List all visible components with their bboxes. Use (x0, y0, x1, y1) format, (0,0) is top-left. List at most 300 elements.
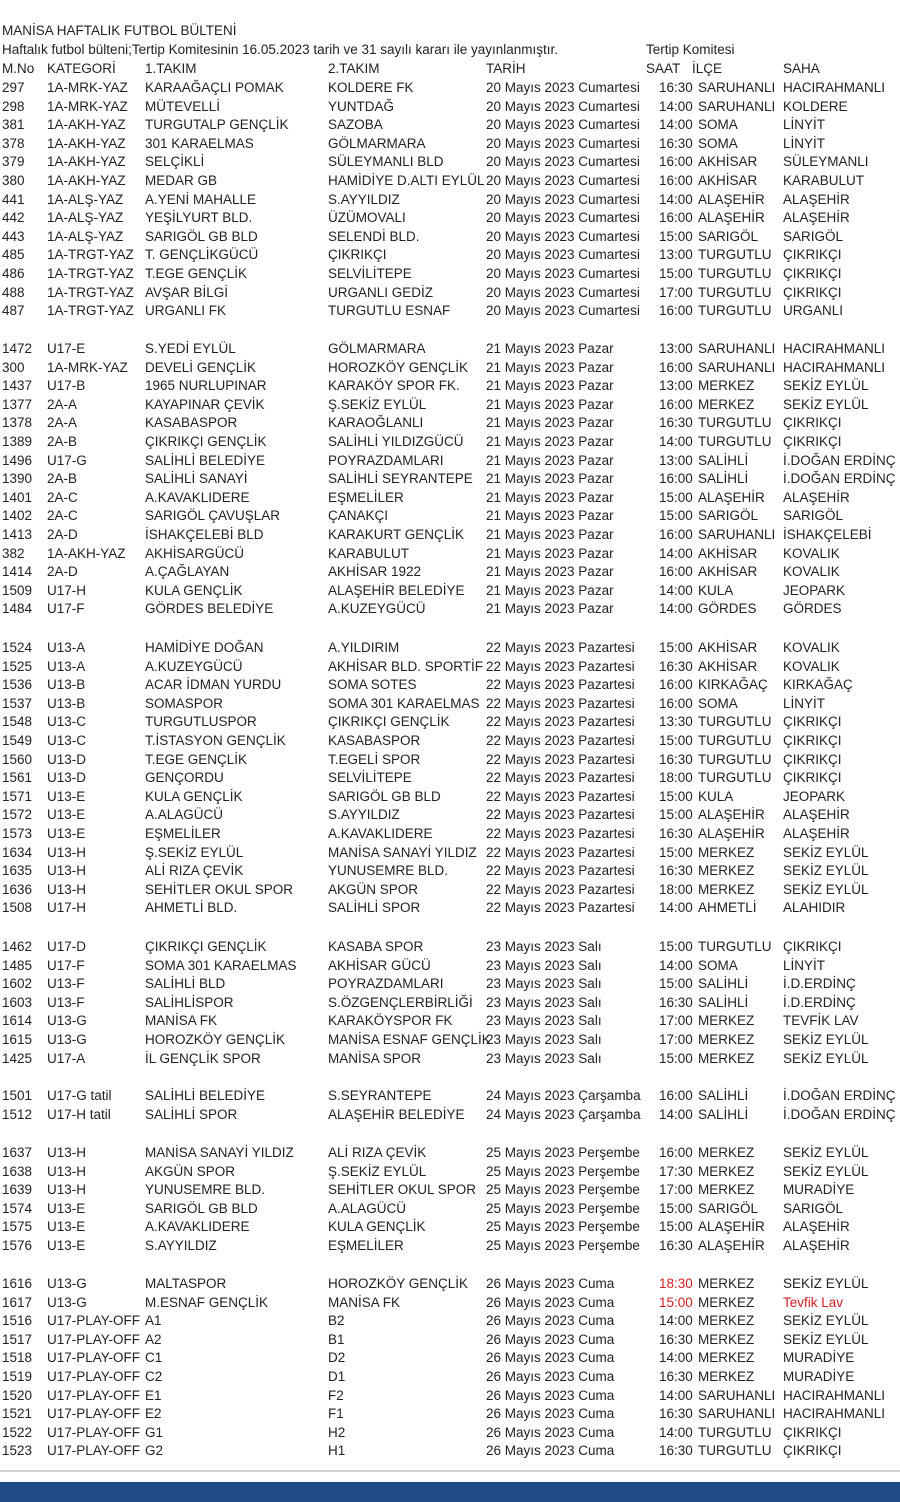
time-cell: 16:00 (659, 1088, 693, 1103)
table-row (0, 806, 900, 825)
team2-cell: H1 (328, 1443, 346, 1459)
district-cell: SALİHLİ (698, 1106, 749, 1122)
match-no-cell: 1516 (2, 1313, 33, 1329)
time-cell: 14:00 (659, 1387, 693, 1403)
time-cell: 15:00 (659, 939, 693, 954)
table-row (0, 98, 900, 117)
district-cell: MERKEZ (698, 1276, 755, 1291)
venue-cell: MURADİYE (783, 1369, 855, 1384)
venue-cell: KARABULUT (783, 173, 865, 188)
district-cell: AKHİSAR (698, 640, 758, 655)
category-cell: U13-E (47, 1219, 86, 1235)
team2-cell: AKGÜN SPOR (328, 881, 419, 897)
match-no-cell: 1635 (2, 863, 33, 879)
category-cell: 1A-AKH-YAZ (47, 154, 126, 170)
time-cell: 16:00 (659, 471, 693, 487)
team2-cell: ÇANAKÇI (328, 508, 389, 524)
time-cell: 16:00 (659, 210, 693, 226)
match-no-cell: 1617 (2, 1294, 33, 1310)
date-cell: 26 Mayıs 2023 Cuma (486, 1443, 615, 1459)
match-no-cell: 381 (2, 117, 25, 133)
district-cell: KULA (698, 582, 734, 598)
district-cell: ALAŞEHİR (698, 1219, 765, 1235)
venue-cell: LİNYİT (783, 695, 826, 711)
team2-cell: POYRAZDAMLARI (328, 976, 444, 992)
match-no-cell: 300 (2, 359, 25, 375)
team2-cell: MANİSA SANAYİ YILDIZ (328, 844, 477, 860)
venue-cell: KOLDERE (783, 98, 848, 114)
table-row (0, 284, 900, 303)
venue-cell: ÇIKRIKÇI (783, 266, 842, 281)
venue-cell: ÇIKRIKÇI (783, 415, 842, 431)
table-row (0, 1200, 900, 1219)
table-row (0, 881, 900, 900)
team2-cell: Ş.SEKİZ EYLÜL (328, 1163, 427, 1179)
match-no-cell: 1548 (2, 714, 33, 730)
category-cell: U13-A (47, 640, 86, 655)
match-no-cell: 441 (2, 191, 25, 207)
time-cell: 15:00 (659, 844, 693, 860)
date-cell: 20 Mayıs 2023 Cumartesi (486, 266, 640, 281)
table-row (0, 862, 900, 881)
team1-cell: ACAR İDMAN YURDU (145, 677, 282, 693)
team2-cell: SARIGÖL GB BLD (328, 788, 441, 804)
date-cell: 21 Mayıs 2023 Pazar (486, 471, 614, 487)
venue-cell: KOVALIK (783, 564, 840, 580)
venue-cell: SARIGÖL (783, 508, 844, 524)
team1-cell: T. GENÇLİKGÜCÜ (145, 247, 259, 263)
category-cell: 1A-TRGT-YAZ (47, 284, 134, 300)
team2-cell: MANİSA ESNAF GENÇLİK (328, 1032, 491, 1047)
team2-cell: F2 (328, 1387, 344, 1403)
team1-cell: M.ESNAF GENÇLİK (145, 1294, 269, 1310)
match-no-cell: 1637 (2, 1145, 33, 1160)
bottom-rule (0, 1470, 900, 1472)
date-cell: 21 Mayıs 2023 Pazar (486, 452, 614, 468)
category-cell: U13-G (47, 1276, 87, 1291)
match-no-cell: 485 (2, 247, 25, 263)
date-cell: 20 Mayıs 2023 Cumartesi (486, 247, 640, 263)
category-cell: 2A-A (47, 415, 78, 431)
match-no-cell: 1634 (2, 844, 33, 860)
date-cell: 23 Mayıs 2023 Salı (486, 957, 602, 973)
district-cell: MERKEZ (698, 1050, 755, 1066)
table-row (0, 414, 900, 433)
district-cell: MERKEZ (698, 378, 755, 394)
team1-cell: S.YEDİ EYLÜL (145, 341, 236, 356)
match-no-cell: 1572 (2, 807, 33, 823)
match-no-cell: 1517 (2, 1331, 33, 1347)
category-cell: 2A-D (47, 564, 78, 580)
table-row (0, 1106, 900, 1125)
team1-cell: MALTASPOR (145, 1276, 227, 1291)
team2-cell: ÇIKRIKÇI (328, 247, 387, 263)
district-cell: SARIGÖL (698, 508, 759, 524)
team2-cell: S.SEYRANTEPE (328, 1088, 432, 1103)
district-cell: AHMETLİ (698, 900, 757, 916)
match-no-cell: 1523 (2, 1443, 33, 1459)
time-cell: 14:00 (659, 545, 693, 561)
table-row (0, 1312, 900, 1331)
table-row (0, 228, 900, 247)
team1-cell: KARAAĞAÇLI POMAK (145, 80, 284, 95)
district-cell: MERKEZ (698, 844, 755, 860)
table-row (0, 639, 900, 658)
venue-cell: ÇIKRIKÇI (783, 284, 842, 300)
venue-cell: ALAHIDIR (783, 900, 846, 916)
time-cell: 16:00 (659, 527, 693, 542)
time-cell: 17:00 (659, 1013, 693, 1029)
team1-cell: YEŞİLYURT BLD. (145, 210, 253, 226)
team1-cell: HOROZKÖY GENÇLİK (145, 1032, 286, 1047)
match-no-cell: 1616 (2, 1276, 33, 1291)
table-row (0, 676, 900, 695)
team1-cell: MÜTEVELLİ (145, 98, 221, 114)
district-cell: TURGUTLU (698, 939, 772, 954)
district-cell: SARUHANLI (698, 1387, 776, 1403)
district-cell: SALİHLİ (698, 976, 749, 992)
venue-cell: ÇIKRIKÇI (783, 434, 842, 449)
team2-cell: A.KUZEYGÜCÜ (328, 601, 426, 617)
table-row (0, 1331, 900, 1350)
team1-cell: DEVELİ GENÇLİK (145, 359, 257, 375)
match-no-cell: 297 (2, 80, 25, 95)
team1-cell: T.İSTASYON GENÇLİK (145, 733, 286, 748)
date-cell: 25 Mayıs 2023 Perşembe (486, 1238, 640, 1253)
time-cell: 13:00 (659, 341, 693, 356)
team2-cell: H2 (328, 1424, 346, 1440)
time-cell: 17:00 (659, 284, 693, 300)
table-row (0, 433, 900, 452)
category-cell: U13-H (47, 881, 87, 897)
team1-cell: A2 (145, 1331, 162, 1347)
table-row (0, 1424, 900, 1443)
date-cell: 21 Mayıs 2023 Pazar (486, 396, 614, 412)
date-cell: 22 Mayıs 2023 Pazartesi (486, 807, 635, 823)
team1-cell: A1 (145, 1313, 162, 1329)
venue-cell: ALAŞEHİR (783, 210, 850, 226)
match-no-cell: 486 (2, 266, 25, 281)
team1-cell: A.ALAGÜCÜ (145, 807, 224, 823)
table-row (0, 582, 900, 601)
venue-cell: LİNYİT (783, 957, 826, 973)
team1-cell: İSHAKÇELEBİ BLD (145, 527, 264, 542)
time-cell: 14:00 (659, 957, 693, 973)
team2-cell: KARABULUT (328, 545, 410, 561)
match-no-cell: 382 (2, 545, 25, 561)
venue-cell: SARIGÖL (783, 228, 844, 244)
team1-cell: AVŞAR BİLGİ (145, 284, 229, 300)
category-cell: U17-PLAY-OFF (47, 1424, 141, 1440)
time-cell: 15:00 (659, 807, 693, 823)
date-cell: 23 Mayıs 2023 Salı (486, 1050, 602, 1066)
time-cell: 17:30 (659, 1163, 693, 1179)
committee-label: Tertip Komitesi (646, 42, 735, 57)
venue-cell: KOVALIK (783, 640, 840, 655)
district-cell: SARUHANLI (698, 527, 776, 542)
time-cell: 15:00 (659, 266, 693, 281)
team2-cell: KARAKURT GENÇLİK (328, 527, 465, 542)
match-no-cell: 1525 (2, 658, 33, 674)
team2-cell: T.EGELİ SPOR (328, 751, 421, 767)
category-cell: U17-PLAY-OFF (47, 1406, 141, 1422)
district-cell: AKHİSAR (698, 545, 758, 561)
time-cell: 14:00 (659, 117, 693, 133)
district-cell: MERKEZ (698, 1313, 755, 1329)
date-cell: 20 Mayıs 2023 Cumartesi (486, 228, 640, 244)
category-cell: U13-D (47, 751, 87, 767)
venue-cell: İSHAKÇELEBİ (783, 527, 872, 542)
time-cell: 16:30 (659, 658, 693, 674)
match-no-cell: 1437 (2, 378, 33, 394)
match-no-cell: 1602 (2, 976, 33, 992)
category-cell: U17-A (47, 1050, 86, 1066)
team2-cell: A.KAVAKLIDERE (328, 826, 433, 841)
bulletin-title: MANİSA HAFTALIK FUTBOL BÜLTENİ (2, 23, 237, 38)
team1-cell: Ş.SEKİZ EYLÜL (145, 844, 244, 860)
match-no-cell: 1638 (2, 1163, 33, 1179)
venue-cell: ALAŞEHİR (783, 191, 850, 207)
table-row (0, 1405, 900, 1424)
time-cell: 15:00 (659, 1200, 693, 1216)
table-row (0, 975, 900, 994)
match-no-cell: 1549 (2, 733, 33, 748)
team1-cell: SALİHLİ SPOR (145, 1106, 238, 1122)
category-cell: 1A-TRGT-YAZ (47, 266, 134, 281)
date-cell: 22 Mayıs 2023 Pazartesi (486, 826, 635, 841)
match-no-cell: 1573 (2, 826, 33, 841)
team1-cell: SALİHLİ BLD (145, 976, 226, 992)
match-no-cell: 378 (2, 135, 25, 151)
date-cell: 22 Mayıs 2023 Pazartesi (486, 695, 635, 711)
date-cell: 25 Mayıs 2023 Perşembe (486, 1219, 640, 1235)
match-no-cell: 1614 (2, 1013, 33, 1029)
team2-cell: MANİSA SPOR (328, 1050, 422, 1066)
venue-cell: LİNYİT (783, 135, 826, 151)
category-cell: U13-H (47, 863, 87, 879)
match-no-cell: 1575 (2, 1219, 33, 1235)
district-cell: MERKEZ (698, 396, 755, 412)
team1-cell: ÇIKRIKÇI GENÇLİK (145, 939, 267, 954)
venue-cell: SARIGÖL (783, 1200, 844, 1216)
time-cell: 13:00 (659, 378, 693, 394)
table-row (0, 1031, 900, 1050)
time-cell: 15:00 (659, 228, 693, 244)
venue-cell: ÇIKRIKÇI (783, 939, 842, 954)
table-row (0, 994, 900, 1013)
team2-cell: SÜLEYMANLI BLD (328, 154, 444, 170)
date-cell: 22 Mayıs 2023 Pazartesi (486, 770, 635, 786)
category-cell: U17-PLAY-OFF (47, 1313, 141, 1329)
team1-cell: KASABASPOR (145, 415, 238, 431)
table-row (0, 79, 900, 98)
category-cell: U17-PLAY-OFF (47, 1443, 141, 1459)
district-cell: TURGUTLU (698, 770, 772, 786)
venue-cell: ALAŞEHİR (783, 826, 850, 841)
team2-cell: YUNTDAĞ (328, 98, 395, 114)
team1-cell: YUNUSEMRE BLD. (145, 1182, 266, 1198)
team2-cell: SOMA 301 KARAELMAS (328, 695, 480, 711)
category-cell: 1A-MRK-YAZ (47, 80, 128, 95)
table-row (0, 172, 900, 191)
team2-cell: D1 (328, 1369, 346, 1384)
venue-cell: GÖRDES (783, 601, 842, 617)
category-cell: U13-H (47, 1182, 87, 1198)
venue-cell: HACIRAHMANLI (783, 80, 886, 95)
table-row (0, 1218, 900, 1237)
team2-cell: TURGUTLU ESNAF (328, 303, 451, 319)
match-no-cell: 1401 (2, 489, 33, 505)
category-cell: U13-G (47, 1013, 87, 1029)
date-cell: 24 Mayıs 2023 Çarşamba (486, 1106, 641, 1122)
time-cell: 16:00 (659, 154, 693, 170)
venue-cell: SEKİZ EYLÜL (783, 863, 869, 879)
date-cell: 25 Mayıs 2023 Perşembe (486, 1200, 640, 1216)
team2-cell: SALİHLİ SPOR (328, 900, 421, 916)
district-cell: MERKEZ (698, 1294, 755, 1310)
district-cell: SARUHANLI (698, 341, 776, 356)
team2-cell: AKHİSAR GÜCÜ (328, 957, 431, 973)
district-cell: ALAŞEHİR (698, 489, 765, 505)
header-tarih: TARİH (486, 61, 526, 76)
venue-cell: ALAŞEHİR (783, 1238, 850, 1253)
table-row (0, 209, 900, 228)
venue-cell: HACIRAHMANLI (783, 1387, 886, 1403)
district-cell: SOMA (698, 135, 738, 151)
time-cell: 17:00 (659, 1032, 693, 1047)
category-cell: U17-PLAY-OFF (47, 1331, 141, 1347)
venue-cell: SEKİZ EYLÜL (783, 378, 869, 394)
table-row (0, 751, 900, 770)
district-cell: SALİHLİ (698, 994, 749, 1010)
time-cell: 14:00 (659, 601, 693, 617)
date-cell: 26 Mayıs 2023 Cuma (486, 1406, 615, 1422)
date-cell: 22 Mayıs 2023 Pazartesi (486, 677, 635, 693)
venue-cell: SEKİZ EYLÜL (783, 881, 869, 897)
time-cell: 16:00 (659, 303, 693, 319)
match-no-cell: 443 (2, 228, 25, 244)
district-cell: MERKEZ (698, 1145, 755, 1160)
time-cell: 17:00 (659, 1182, 693, 1198)
team2-cell: HOROZKÖY GENÇLİK (328, 1276, 469, 1291)
time-cell: 13:00 (659, 247, 693, 263)
district-cell: TURGUTLU (698, 284, 772, 300)
category-cell: U17-G (47, 452, 87, 468)
date-cell: 20 Mayıs 2023 Cumartesi (486, 191, 640, 207)
team2-cell: A.YILDIRIM (328, 640, 400, 655)
date-cell: 21 Mayıs 2023 Pazar (486, 582, 614, 598)
category-cell: U13-E (47, 1238, 86, 1253)
match-no-cell: 1576 (2, 1238, 33, 1253)
district-cell: TURGUTLU (698, 1424, 772, 1440)
date-cell: 26 Mayıs 2023 Cuma (486, 1350, 615, 1366)
table-row (0, 1087, 900, 1106)
category-cell: 1A-TRGT-YAZ (47, 247, 134, 263)
venue-cell: ÇIKRIKÇI (783, 751, 842, 767)
category-cell: U13-A (47, 658, 86, 674)
table-row (0, 732, 900, 751)
table-row (0, 452, 900, 471)
table-row (0, 377, 900, 396)
time-cell: 16:00 (659, 695, 693, 711)
category-cell: U13-G (47, 1032, 87, 1047)
match-no-cell: 1615 (2, 1032, 33, 1047)
table-row (0, 713, 900, 732)
team1-cell: 1965 NURLUPINAR (145, 378, 267, 394)
venue-cell: ALAŞEHİR (783, 489, 850, 505)
date-cell: 22 Mayıs 2023 Pazartesi (486, 863, 635, 879)
match-no-cell: 1402 (2, 508, 33, 524)
table-row (0, 1050, 900, 1069)
table-row (0, 359, 900, 378)
category-cell: U17-PLAY-OFF (47, 1369, 141, 1384)
date-cell: 22 Mayıs 2023 Pazartesi (486, 844, 635, 860)
venue-cell: KOVALIK (783, 658, 840, 674)
time-cell: 18:30 (659, 1276, 693, 1291)
time-cell: 14:00 (659, 98, 693, 114)
team1-cell: SARIGÖL ÇAVUŞLAR (145, 508, 281, 524)
time-cell: 14:00 (659, 1350, 693, 1366)
time-cell: 14:00 (659, 900, 693, 916)
table-row (0, 1442, 900, 1461)
team2-cell: SELENDİ BLD. (328, 228, 420, 244)
match-no-cell: 1472 (2, 341, 33, 356)
category-cell: 1A-AKH-YAZ (47, 173, 126, 188)
category-cell: 2A-C (47, 508, 78, 524)
table-row (0, 825, 900, 844)
table-row (0, 526, 900, 545)
category-cell: 1A-AKH-YAZ (47, 545, 126, 561)
team1-cell: SOMASPOR (145, 695, 224, 711)
date-cell: 20 Mayıs 2023 Cumartesi (486, 284, 640, 300)
venue-cell: ÇIKRIKÇI (783, 1443, 842, 1459)
date-cell: 25 Mayıs 2023 Perşembe (486, 1163, 640, 1179)
category-cell: U13-H (47, 844, 87, 860)
table-row (0, 844, 900, 863)
team1-cell: SELÇİKLİ (145, 154, 205, 170)
date-cell: 21 Mayıs 2023 Pazar (486, 564, 614, 580)
match-no-cell: 380 (2, 173, 25, 188)
date-cell: 22 Mayıs 2023 Pazartesi (486, 788, 635, 804)
time-cell: 13:00 (659, 452, 693, 468)
table-row (0, 600, 900, 619)
category-cell: 2A-B (47, 434, 78, 449)
venue-cell: SEKİZ EYLÜL (783, 1163, 869, 1179)
team1-cell: SALİHLİ BELEDİYE (145, 452, 266, 468)
match-no-cell: 1512 (2, 1106, 33, 1122)
time-cell: 15:00 (659, 976, 693, 992)
district-cell: TURGUTLU (698, 434, 772, 449)
venue-cell: MURADİYE (783, 1182, 855, 1198)
match-no-cell: 1414 (2, 564, 33, 580)
time-cell: 15:00 (659, 733, 693, 748)
table-row (0, 1237, 900, 1256)
category-cell: U17-E (47, 341, 86, 356)
category-cell: U17-PLAY-OFF (47, 1387, 141, 1403)
venue-cell: LİNYİT (783, 117, 826, 133)
match-no-cell: 1501 (2, 1088, 33, 1103)
district-cell: SARUHANLI (698, 1406, 776, 1422)
table-row (0, 1181, 900, 1200)
district-cell: SARIGÖL (698, 1200, 759, 1216)
category-cell: U17-F (47, 601, 85, 617)
match-no-cell: 379 (2, 154, 25, 170)
category-cell: 2A-D (47, 527, 78, 542)
date-cell: 21 Mayıs 2023 Pazar (486, 415, 614, 431)
district-cell: SOMA (698, 117, 738, 133)
district-cell: AKHİSAR (698, 658, 758, 674)
table-row (0, 563, 900, 582)
